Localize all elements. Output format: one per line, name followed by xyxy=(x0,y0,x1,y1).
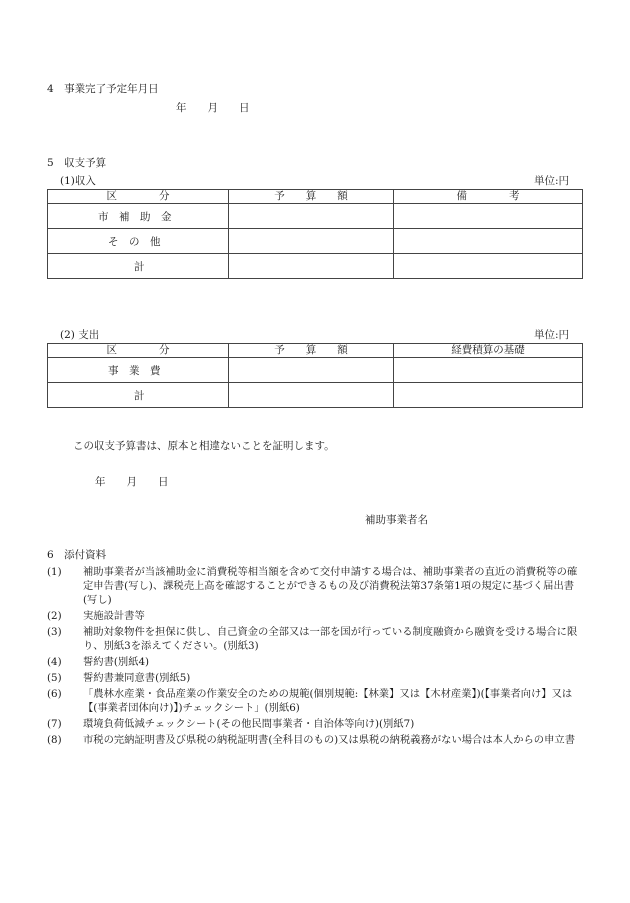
item-text: 環境負荷低減チェックシート(その他民間事業者・自治体等向け)(別紙7) xyxy=(83,718,415,730)
income-row-amount xyxy=(229,229,394,254)
income-row-label: 市 補 助 金 xyxy=(48,204,229,229)
attachment-list xyxy=(47,565,587,749)
item-text: 「農林水産業・食品産業の作業安全のための規範(個別規範:【林業】又は【木材産業】)(【事業者向け】又は【(事業者団体向け)】)チェックシート」(別紙6) xyxy=(83,688,573,714)
expense-unit: 単位:円 xyxy=(534,329,570,341)
signer-name-label: 補助事業者名 xyxy=(365,514,428,526)
income-table xyxy=(47,189,583,279)
income-row-label: そ の 他 xyxy=(48,229,229,254)
expense-label: (2) 支出 xyxy=(60,329,100,341)
section5-heading: 5 収支予算 xyxy=(47,157,107,169)
item-text: 誓約書兼同意書(別紙5) xyxy=(83,672,191,684)
income-col-category: 区 分 xyxy=(48,190,229,204)
expense-table xyxy=(47,343,583,408)
section4-heading: 4 事業完了予定年月日 xyxy=(47,83,159,95)
item-text: 実施設計書等 xyxy=(83,610,145,622)
expense-col-basis: 経費積算の基礎 xyxy=(394,344,583,358)
income-row-amount xyxy=(229,254,394,279)
list-item xyxy=(47,717,587,731)
list-item xyxy=(47,733,587,747)
expense-row-amount xyxy=(229,358,394,383)
item-text: 補助事業者が当該補助金に消費税等相当額を含めて交付申請する場合は、補助事業者の直近の消費税等の確定申告書(写し)、課税売上高を確認することができるもの及び消費税法第37条第1項の規定に基づく届出書(写し) xyxy=(83,566,578,606)
expense-col-category: 区 分 xyxy=(48,344,229,358)
list-item xyxy=(47,687,587,715)
expense-row-basis xyxy=(394,383,583,408)
list-item xyxy=(47,565,587,607)
item-number: (1) xyxy=(47,566,62,578)
income-col-note: 備 考 xyxy=(394,190,583,204)
list-item xyxy=(47,655,587,669)
item-text: 市税の完納証明書及び県税の納税証明書(全科目のもの)又は県税の納税義務がない場合は本人からの申立書 xyxy=(83,734,575,746)
income-row-note xyxy=(394,254,583,279)
item-text: 補助対象物件を担保に供し、自己資金の全部又は一部を国が行っている制度融資から融資を受ける場合に限り、別紙3を添えてください。(別紙3) xyxy=(83,626,578,652)
certification-statement: この収支予算書は、原本と相違ないことを証明します。 xyxy=(73,440,335,452)
income-label: (1)収入 xyxy=(60,175,96,187)
income-row-note xyxy=(394,229,583,254)
list-item xyxy=(47,625,587,653)
completion-date: 年 月 日 xyxy=(176,102,250,114)
list-item xyxy=(47,609,587,623)
income-row-amount xyxy=(229,204,394,229)
table-row xyxy=(48,383,583,408)
table-row xyxy=(48,229,583,254)
expense-row-basis xyxy=(394,358,583,383)
item-number: (7) xyxy=(47,718,62,730)
item-number: (8) xyxy=(47,734,62,746)
item-number: (6) xyxy=(47,688,62,700)
item-number: (2) xyxy=(47,610,62,622)
item-number: (5) xyxy=(47,672,62,684)
income-table-header xyxy=(48,190,583,204)
income-row-note xyxy=(394,204,583,229)
expense-row-label: 計 xyxy=(48,383,229,408)
income-row-label: 計 xyxy=(48,254,229,279)
item-number: (4) xyxy=(47,656,62,668)
income-unit: 単位:円 xyxy=(534,175,570,187)
expense-table-header xyxy=(48,344,583,358)
table-row xyxy=(48,204,583,229)
item-text: 誓約書(別紙4) xyxy=(83,656,150,668)
expense-col-amount: 予 算 額 xyxy=(229,344,394,358)
table-row xyxy=(48,358,583,383)
item-number: (3) xyxy=(47,626,62,638)
certification-date: 年 月 日 xyxy=(95,476,169,488)
section6-heading: 6 添付資料 xyxy=(47,549,107,561)
expense-row-amount xyxy=(229,383,394,408)
table-row xyxy=(48,254,583,279)
list-item xyxy=(47,671,587,685)
income-col-amount: 予 算 額 xyxy=(229,190,394,204)
expense-row-label: 事 業 費 xyxy=(48,358,229,383)
